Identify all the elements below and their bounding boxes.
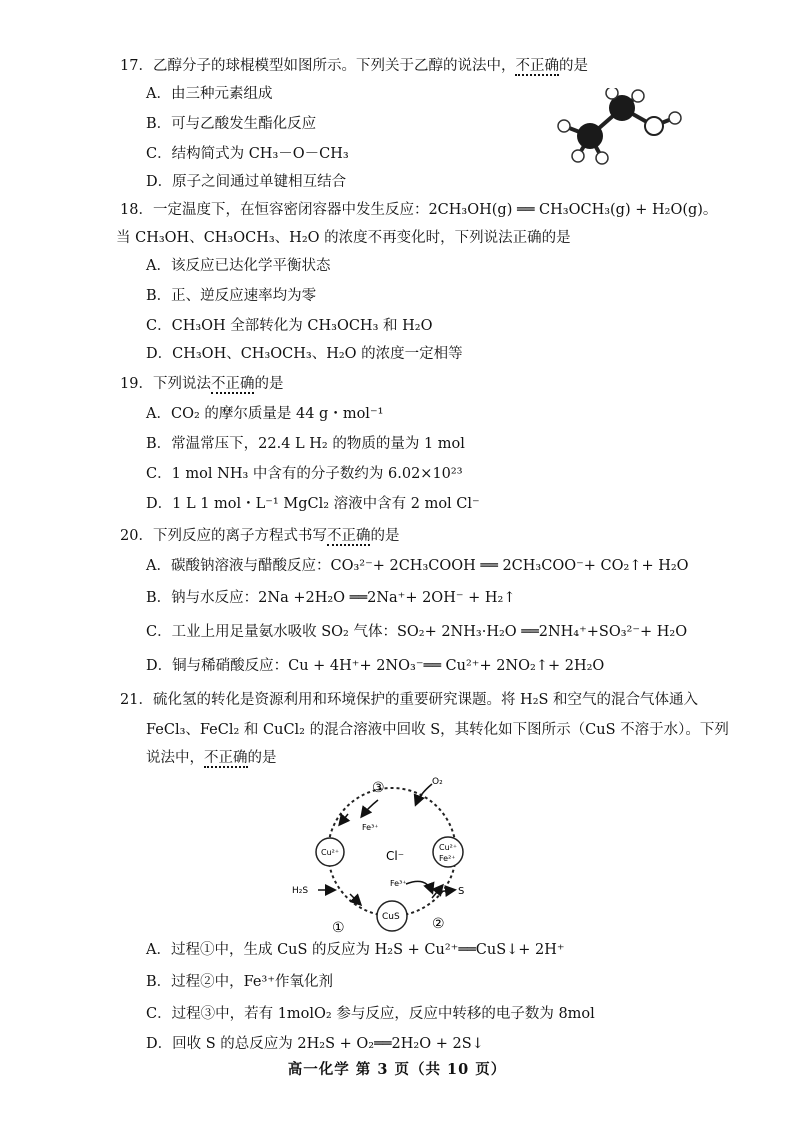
q21-option-d: D．回收 S 的总反应为 2H₂S + O₂══2H₂O + 2S↓ <box>146 1036 484 1052</box>
q21-option-c: C．过程③中，若有 1molO₂ 参与反应，反应中转移的电子数为 8mol <box>146 1006 595 1022</box>
q17-option-a: A．由三种元素组成 <box>146 86 273 102</box>
q19-emphasis: 不正确 <box>210 376 255 392</box>
fe3-mid-label: Fe³⁺ <box>390 879 407 888</box>
q18-option-d: D．CH₃OH、CH₃OCH₃、H₂O 的浓度一定相等 <box>146 346 463 362</box>
q17-option-d: D．原子之间通过单键相互结合 <box>146 174 347 190</box>
q17-emphasis: 不正确 <box>515 58 559 74</box>
question-21-stem-line2: FeCl₃、FeCl₂ 和 CuCl₂ 的混合溶液中回收 S，其转化如下图所示（CuS 不溶于水）。下列 <box>146 722 729 738</box>
q19-option-b: B．常温常压下，22.4 L H₂ 的物质的量为 1 mol <box>146 436 465 452</box>
q20-option-d: D．铜与稀硝酸反应：Cu + 4H⁺+ 2NO₃⁻══ Cu²⁺+ 2NO₂↑+ 2H₂O <box>146 658 605 674</box>
fe3-top-label: Fe³⁺ <box>362 823 379 832</box>
q17-stem-text: 17．乙醇分子的球棍模型如图所示。下列关于乙醇的说法中， <box>120 58 516 74</box>
h2s-label: H₂S <box>292 886 309 896</box>
q19-option-a: A．CO₂ 的摩尔质量是 44 g・mol⁻¹ <box>146 406 384 422</box>
q18-option-c: C．CH₃OH 全部转化为 CH₃OCH₃ 和 H₂O <box>146 318 433 334</box>
sulfur-label: S <box>458 886 465 897</box>
question-21-stem-line3 <box>146 748 277 768</box>
q18-option-b: B．正、逆反应速率均为零 <box>146 288 317 304</box>
q17-option-c: C．结构简式为 CH₃－O－CH₃ <box>146 146 349 162</box>
q17-option-b: B．可与乙酸发生酯化反应 <box>146 116 317 132</box>
o2-label: O₂ <box>432 777 443 787</box>
q21-emphasis: 不正确 <box>204 750 248 766</box>
step-2-label: ② <box>432 916 445 932</box>
step-3-label: ③ <box>372 780 385 796</box>
question-17-stem <box>120 56 588 76</box>
q20-option-c: C．工业上用足量氨水吸收 SO₂ 气体：SO₂+ 2NH₃·H₂O ══2NH₄⁺+SO₃²⁻+ H₂O <box>146 624 688 640</box>
question-18-stem-line2: 当 CH₃OH、CH₃OCH₃、H₂O 的浓度不再变化时，下列说法正确的是 <box>116 230 571 246</box>
q20-stem-text: 20．下列反应的离子方程式书写 <box>120 528 327 544</box>
question-19-stem <box>120 374 283 394</box>
question-18-stem-line1: 18．一定温度下，在恒容密闭容器中发生反应：2CH₃OH(g) ══ CH₃OCH₃(g) + H₂O(g)。 <box>120 202 718 218</box>
question-21-stem-line1: 21．硫化氢的转化是资源利用和环境保护的重要研究课题。将 H₂S 和空气的混合气体通入 <box>120 692 699 708</box>
chloride-label: Cl⁻ <box>386 849 405 863</box>
q19-option-d: D．1 L 1 mol・L⁻¹ MgCl₂ 溶液中含有 2 mol Cl⁻ <box>146 496 480 512</box>
q21-option-b: B．过程②中，Fe³⁺作氧化剂 <box>146 974 333 990</box>
q20-emphasis: 不正确 <box>326 528 371 544</box>
h2s-conversion-cycle-diagram <box>282 772 502 940</box>
fe2-right-label: Fe²⁺ <box>439 854 456 863</box>
q20-option-a: A．碳酸钠溶液与醋酸反应：CO₃²⁻+ 2CH₃COOH ══ 2CH₃COO⁻+ CO₂↑+ H₂O <box>146 558 689 574</box>
cus-label: CuS <box>382 912 400 922</box>
q20-option-b: B．钠与水反应：2Na +2H₂O ══2Na⁺+ 2OH⁻ + H₂↑ <box>146 590 516 606</box>
q19-stem-end: 的是 <box>254 376 284 392</box>
q18-option-a: A．该反应已达化学平衡状态 <box>146 258 331 274</box>
step-1-label: ① <box>332 920 345 936</box>
cu2-right-label: Cu²⁺ <box>439 843 458 852</box>
cu2-left-label: Cu²⁺ <box>321 848 340 857</box>
page-footer: 高一化学 第 3 页（共 10 页） <box>287 1061 507 1078</box>
q21-option-a: A．过程①中，生成 CuS 的反应为 H₂S + Cu²⁺══CuS↓+ 2H⁺ <box>146 942 565 958</box>
q19-option-c: C．1 mol NH₃ 中含有的分子数约为 6.02×10²³ <box>146 466 463 482</box>
ethanol-ball-stick-model <box>550 88 690 166</box>
q21-stem-end: 的是 <box>247 750 277 766</box>
q21-stem-text: 说法中， <box>146 750 204 766</box>
q20-stem-end: 的是 <box>370 528 400 544</box>
q17-stem-end: 的是 <box>558 58 588 74</box>
question-20-stem <box>120 526 399 546</box>
q19-stem-text: 19．下列说法 <box>120 376 211 392</box>
